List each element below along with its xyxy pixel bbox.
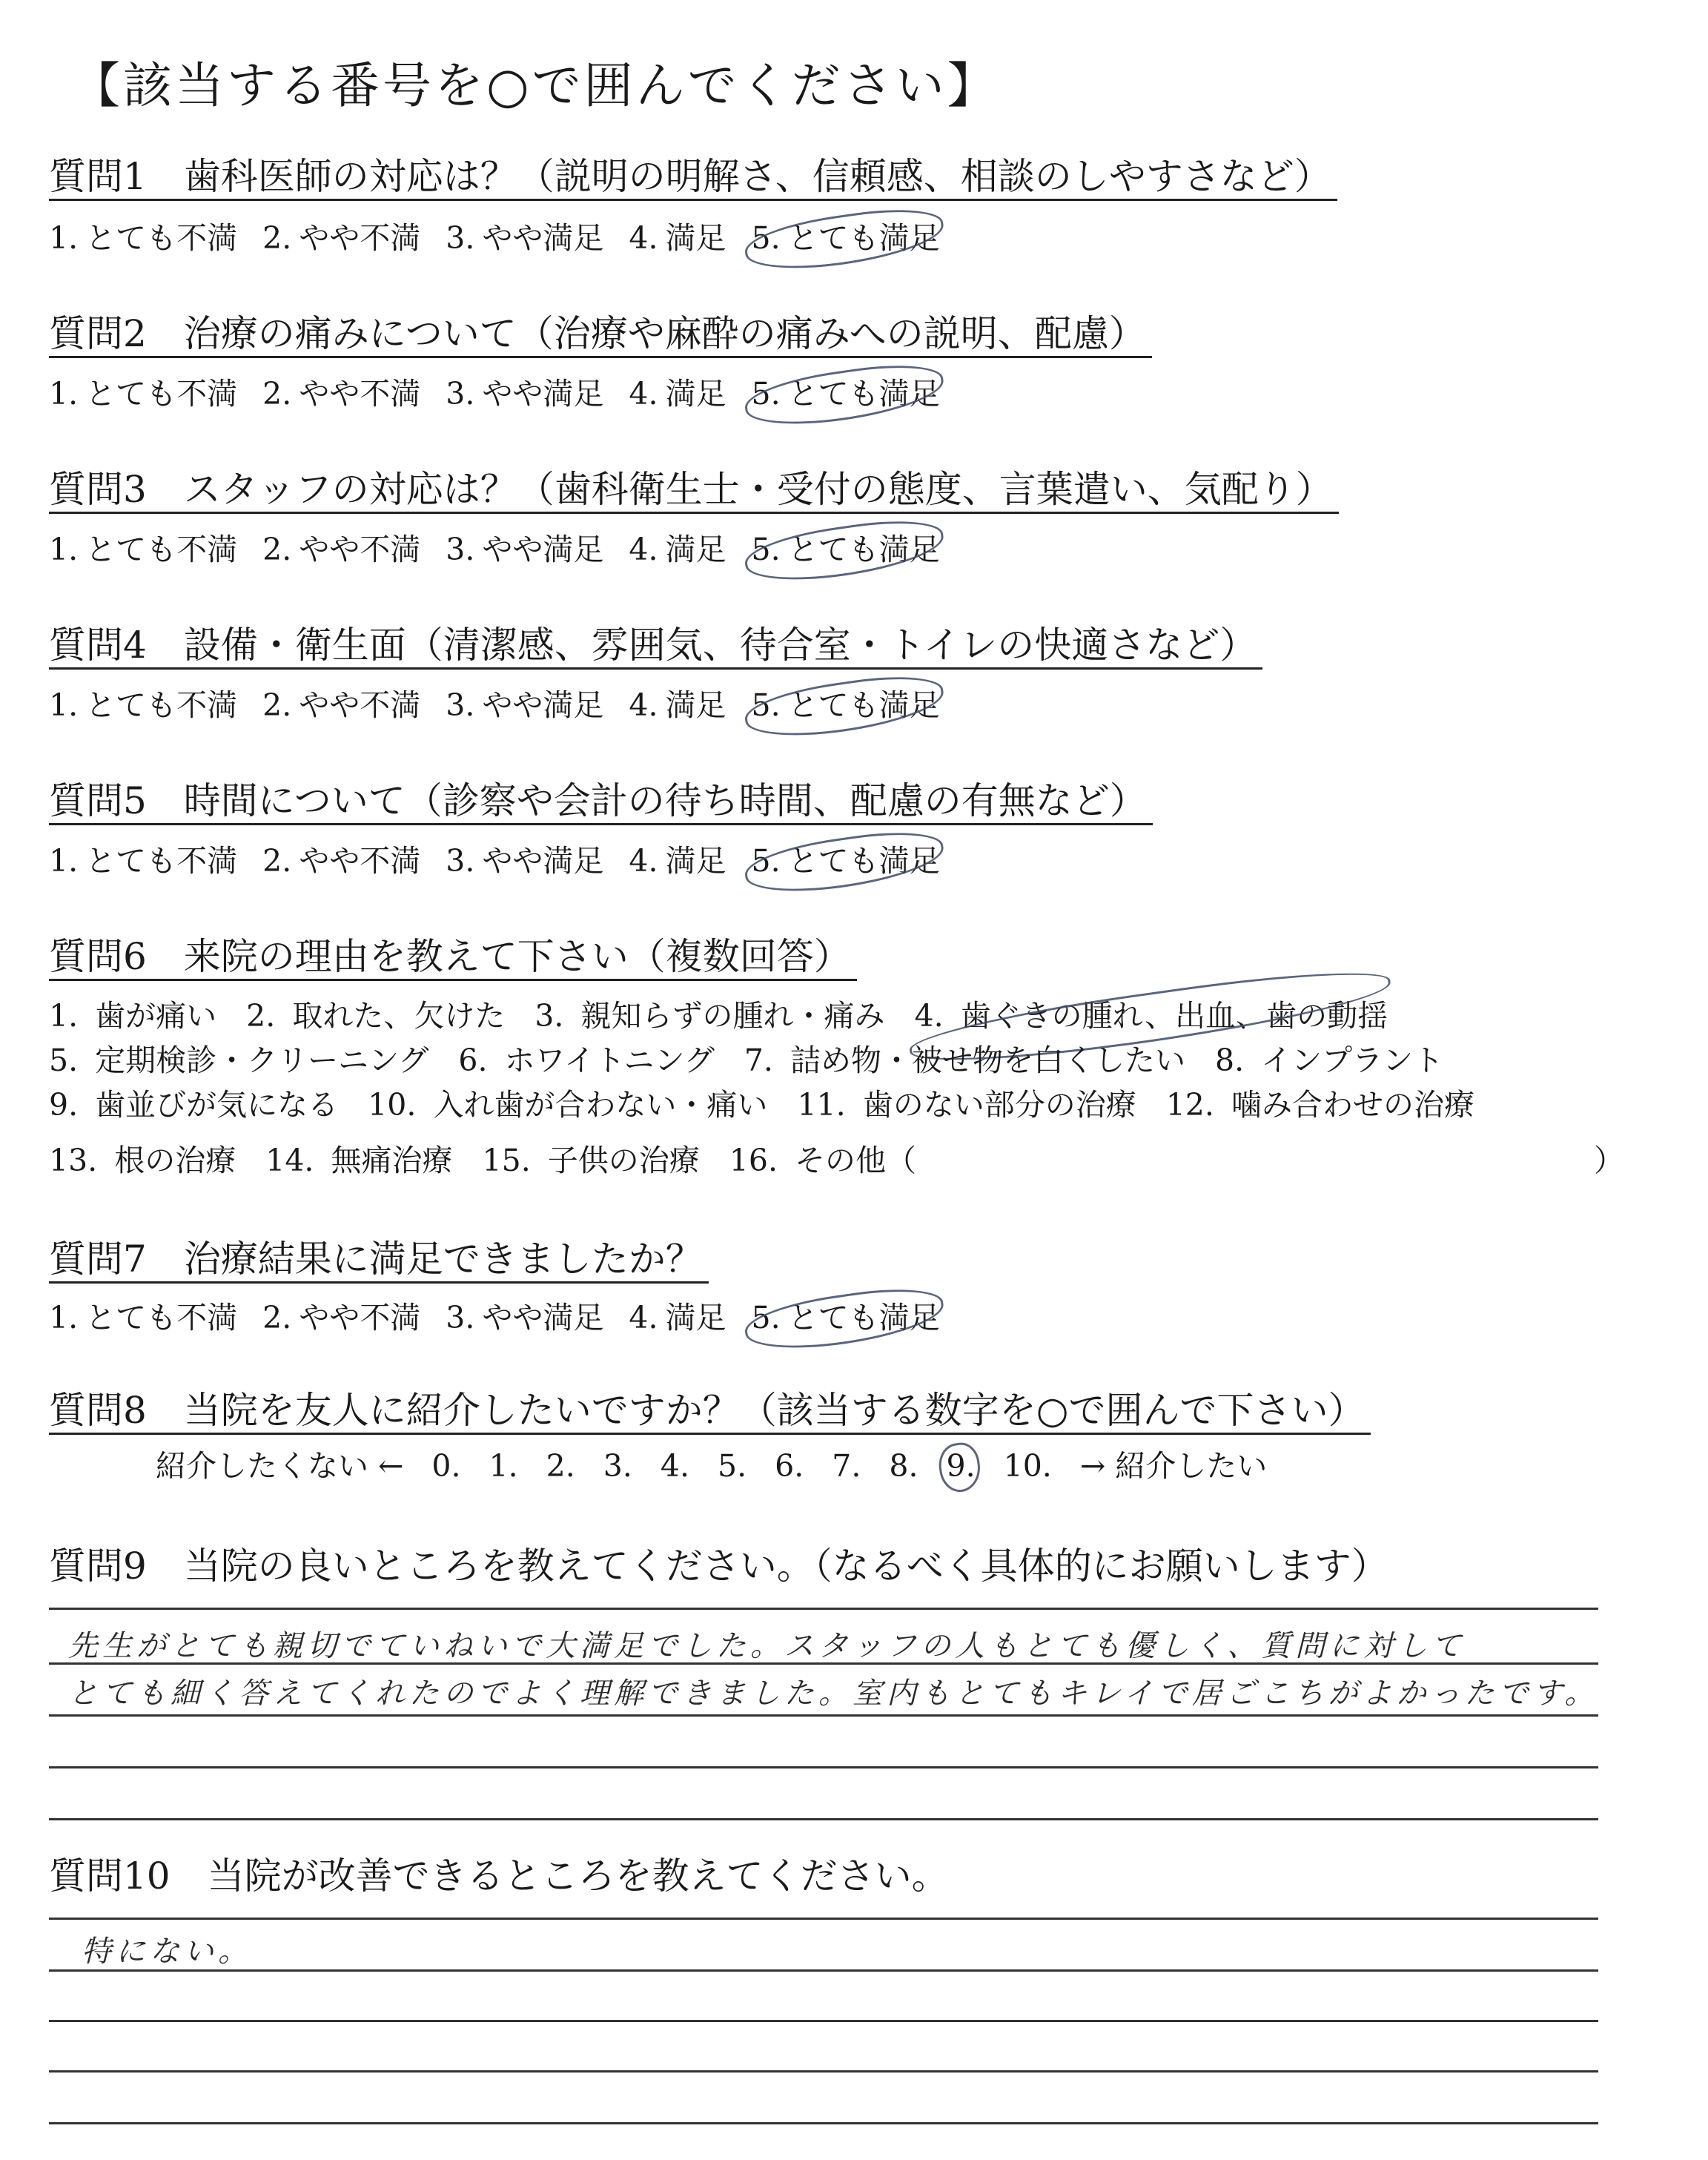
option-5-selected[interactable]: 5. とても満足	[751, 687, 940, 723]
option-2[interactable]: 2. やや不満	[262, 532, 421, 567]
option-1[interactable]: 1. とても不満	[49, 220, 238, 256]
question-6-title: 質問6 来院の理由を教えて下さい（複数回答）	[49, 934, 857, 981]
question-9-title: 質問9 当院の良いところを教えてください。（なるべく具体的にお願いします）	[49, 1545, 1388, 1588]
page-title: 【該当する番号を○で囲んでください】	[71, 57, 999, 114]
option-3[interactable]: 3. やや満足	[446, 687, 604, 723]
scale-low-label: 紹介したくない ←	[156, 1448, 404, 1484]
q10-answer-line-1[interactable]: 特にない。	[82, 1935, 252, 1969]
question-2-options	[49, 375, 940, 412]
question-10-title: 質問10 当院が改善できるところを教えてください。	[49, 1855, 949, 1898]
answer-line	[49, 1714, 1598, 1717]
scale-high-label: → 紹介したい	[1079, 1448, 1268, 1484]
option-5-selected[interactable]: 5. とても満足	[751, 220, 940, 256]
answer-line	[49, 1969, 1598, 1972]
scale-value-3[interactable]: 3.	[603, 1448, 632, 1484]
q9-answer-line-1[interactable]: 先生がとても親切でていねいで大満足でした。スタッフの人もとても優しく、質問に対して	[68, 1629, 1466, 1663]
option-2[interactable]: 2. やや不満	[262, 687, 421, 723]
reason-option-13[interactable]: 13. 根の治療	[49, 1143, 236, 1178]
option-4[interactable]: 4. 満足	[629, 687, 726, 723]
question-6-options-row-4	[49, 1142, 916, 1179]
question-2-title: 質問2 治療の痛みについて（治療や麻酔の痛みへの説明、配慮）	[49, 311, 1152, 358]
question-1-options	[49, 219, 940, 257]
option-4[interactable]: 4. 満足	[629, 220, 726, 256]
question-1-title: 質問1 歯科医師の対応は？（説明の明解さ、信頼感、相談のしやすさなど）	[49, 154, 1337, 201]
answer-line	[49, 1818, 1598, 1820]
option-3[interactable]: 3. やや満足	[446, 376, 604, 412]
option-5-selected[interactable]: 5. とても満足	[751, 376, 940, 412]
option-3[interactable]: 3. やや満足	[446, 220, 604, 256]
scale-value-5[interactable]: 5.	[718, 1448, 747, 1484]
option-4[interactable]: 4. 満足	[629, 843, 726, 879]
option-1[interactable]: 1. とても不満	[49, 376, 238, 412]
question-5-title: 質問5 時間について（診察や会計の待ち時間、配慮の有無など）	[49, 779, 1153, 825]
scale-value-4[interactable]: 4.	[660, 1448, 690, 1484]
answer-line	[49, 2070, 1598, 2073]
option-4[interactable]: 4. 満足	[629, 376, 726, 412]
option-5-selected[interactable]: 5. とても満足	[751, 1300, 940, 1335]
reason-option-14[interactable]: 14. 無痛治療	[265, 1143, 453, 1178]
q9-answer-line-2[interactable]: とても細く答えてくれたのでよく理解できました。室内もとてもキレイで居ごこちがよかったです。	[68, 1677, 1599, 1711]
reason-option-4-selected[interactable]: 4. 歯ぐきの腫れ、出血、歯の動揺	[914, 998, 1388, 1034]
question-8-scale	[156, 1447, 1267, 1484]
answer-line	[49, 1662, 1598, 1665]
other-close-paren: ）	[1594, 1143, 1624, 1178]
answer-line	[49, 2122, 1598, 2124]
question-8-title: 質問8 当院を友人に紹介したいですか？（該当する数字を○で囲んで下さい）	[49, 1388, 1371, 1435]
scale-value-7[interactable]: 7.	[832, 1448, 861, 1484]
scale-value-0[interactable]: 0.	[431, 1448, 461, 1484]
answer-line	[49, 1918, 1598, 1920]
reason-option-12[interactable]: 12. 噛み合わせの治療	[1165, 1087, 1474, 1123]
reason-option-10[interactable]: 10. 入れ歯が合わない・痛い	[368, 1087, 768, 1123]
answer-line	[49, 1766, 1598, 1768]
scale-value-9-selected[interactable]: 9.	[946, 1448, 976, 1484]
reason-option-8[interactable]: 8. インプラント	[1215, 1043, 1444, 1078]
question-7-title: 質問7 治療結果に満足できましたか？	[49, 1237, 709, 1284]
question-5-options	[49, 842, 940, 879]
option-2[interactable]: 2. やや不満	[262, 220, 421, 256]
option-1[interactable]: 1. とても不満	[49, 687, 238, 723]
option-3[interactable]: 3. やや満足	[446, 532, 604, 567]
scale-value-6[interactable]: 6.	[775, 1448, 804, 1484]
question-7-options	[49, 1299, 940, 1336]
reason-option-6[interactable]: 6. ホワイトニング	[458, 1043, 715, 1078]
scale-value-10[interactable]: 10.	[1003, 1448, 1052, 1484]
reason-option-5[interactable]: 5. 定期検診・クリーニング	[49, 1043, 429, 1078]
reason-option-1[interactable]: 1. 歯が痛い	[49, 998, 217, 1034]
scale-value-8[interactable]: 8.	[889, 1448, 918, 1484]
option-3[interactable]: 3. やや満足	[446, 843, 604, 879]
option-4[interactable]: 4. 満足	[629, 1300, 726, 1335]
option-1[interactable]: 1. とても不満	[49, 532, 238, 567]
reason-option-9[interactable]: 9. 歯並びが気になる	[49, 1087, 339, 1123]
option-4[interactable]: 4. 満足	[629, 532, 726, 567]
answer-line	[49, 1608, 1598, 1610]
reason-option-11[interactable]: 11. 歯のない部分の治療	[797, 1087, 1136, 1123]
question-4-options	[49, 687, 940, 724]
reason-option-3[interactable]: 3. 親知らずの腫れ・痛み	[534, 998, 885, 1034]
scale-value-1[interactable]: 1.	[489, 1448, 518, 1484]
reason-option-15[interactable]: 15. 子供の治療	[482, 1143, 700, 1178]
question-3-title: 質問3 スタッフの対応は？（歯科衛生士・受付の態度、言葉遣い、気配り）	[49, 467, 1339, 514]
question-6-options-row-2	[49, 1042, 1443, 1079]
option-5-selected[interactable]: 5. とても満足	[751, 532, 940, 567]
option-5-selected[interactable]: 5. とても満足	[751, 843, 940, 879]
reason-option-7[interactable]: 7. 詰め物・被せ物を白くしたい	[744, 1043, 1186, 1078]
option-2[interactable]: 2. やや不満	[262, 843, 421, 879]
reason-option-2[interactable]: 2. 取れた、欠けた	[246, 998, 506, 1034]
answer-line	[49, 2020, 1598, 2022]
reason-option-16-other[interactable]: 16. その他（	[729, 1143, 917, 1178]
scale-value-2[interactable]: 2.	[546, 1448, 575, 1484]
option-3[interactable]: 3. やや満足	[446, 1300, 604, 1335]
question-3-options	[49, 531, 940, 568]
option-2[interactable]: 2. やや不満	[262, 376, 421, 412]
option-1[interactable]: 1. とても不満	[49, 1300, 238, 1335]
question-4-title: 質問4 設備・衛生面（清潔感、雰囲気、待合室・トイレの快適さなど）	[49, 623, 1262, 670]
question-6-options-row-3	[49, 1086, 1474, 1123]
question-6-options-row-1	[49, 997, 1388, 1034]
option-1[interactable]: 1. とても不満	[49, 843, 238, 879]
option-2[interactable]: 2. やや不満	[262, 1300, 421, 1335]
